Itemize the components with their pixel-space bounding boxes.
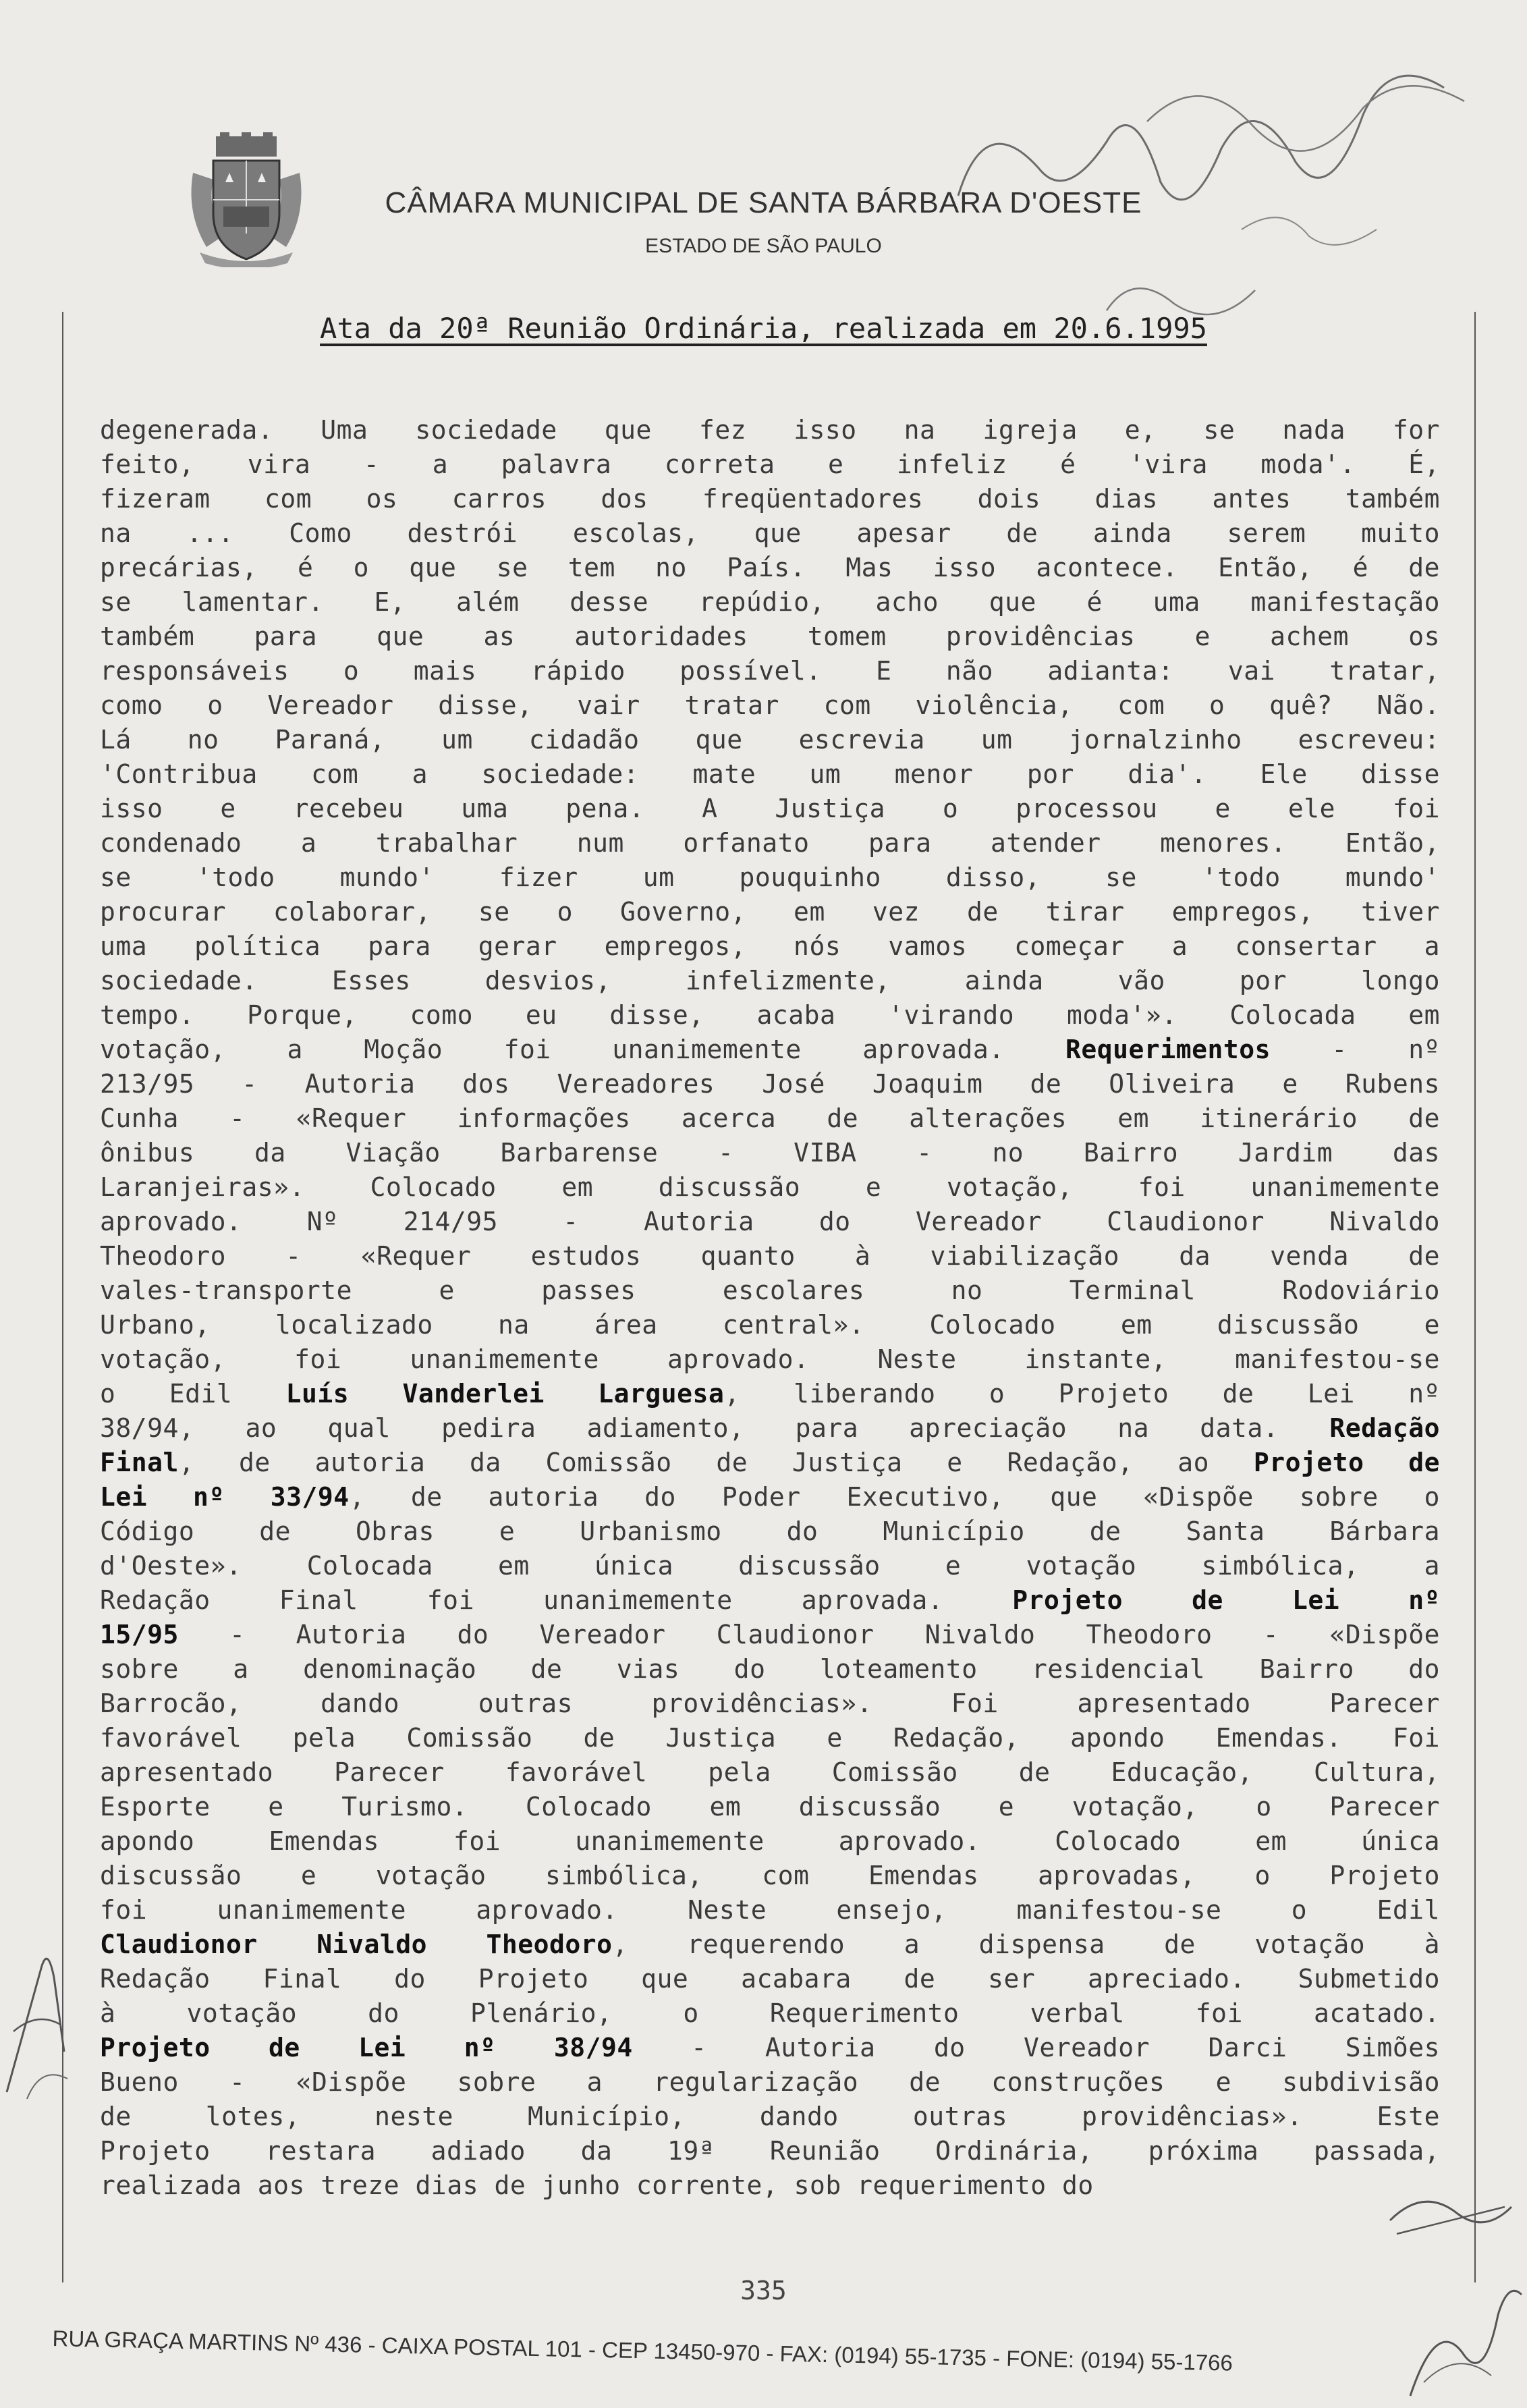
text-run: Redação Final foi unanimemente aprovada. [100,1585,1013,1615]
text-run: Redação Final do Projeto que acabara de ser apreciado. Submetido [100,1964,1440,1994]
text-run: responsáveis o mais rápido possível. E não adianta: vai tratar, [100,656,1440,686]
text-run: Projeto restara adiado da 19ª Reunião Ordinária, próxima passada, [100,2136,1440,2166]
text-line [100,929,1440,964]
text-run: Esporte e Turismo. Colocado em discussão e votação, o Parecer [100,1792,1440,1822]
right-margin-rule [1474,312,1476,2282]
text-line [100,1755,1440,1790]
text-run: Barrocão, dando outras providências». Foi apresentado Parecer [100,1689,1440,1718]
letterhead [0,0,1527,283]
bold-text-run: Projeto de Lei nº 38/94 [100,2033,633,2062]
text-line [100,1824,1440,1859]
text-line [100,447,1440,482]
text-line [100,964,1440,998]
page-number: 335 [740,2276,787,2305]
text-line [100,1962,1440,1996]
text-run: Urbano, localizado na área central». Colocado em discussão e [100,1310,1440,1340]
text-run: Theodoro - «Requer estudos quanto à viabilização da venda de [100,1241,1440,1271]
text-run: apresentado Parecer favorável pela Comissão de Educação, Cultura, [100,1757,1440,1787]
text-line [100,1859,1440,1893]
text-run: , liberando o Projeto de Lei nº [724,1379,1440,1408]
text-line [100,1687,1440,1721]
text-line [100,826,1440,860]
text-run: d'Oeste». Colocada em única discussão e votação simbólica, a [100,1551,1440,1581]
text-line [100,688,1440,723]
text-run: de lotes, neste Município, dando outras providências». Este [100,2102,1440,2131]
text-run: feito, vira - a palavra correta e infeliz é 'vira moda'. É, [100,449,1440,479]
text-run: uma política para gerar empregos, nós vamos começar a consertar a [100,931,1440,961]
text-line [100,1996,1440,2031]
bold-text-run: Final [100,1448,179,1477]
bold-text-run: Requerimentos [1065,1035,1271,1064]
text-run: precárias, é o que se tem no País. Mas isso acontece. Então, é de [100,553,1440,582]
text-run: , de autoria do Poder Executivo, que «Dispõe sobre o [349,1482,1440,1512]
text-line [100,1446,1440,1480]
text-run: à votação do Plenário, o Requerimento verbal foi acatado. [100,1998,1440,2028]
text-run: , requerendo a dispensa de votação à [612,1930,1440,1959]
bold-text-run: Projeto de Lei nº [1012,1585,1440,1615]
text-line [100,1721,1440,1755]
text-run: discussão e votação simbólica, com Emendas aprovadas, o Projeto [100,1861,1440,1890]
text-line [100,2168,1440,2203]
text-run: ônibus da Viação Barbarense - VIBA - no Bairro Jardim das [100,1138,1440,1168]
text-line [100,1514,1440,1549]
text-line [100,1136,1440,1170]
bold-text-run: Lei nº 33/94 [100,1482,350,1512]
text-line [100,1377,1440,1411]
text-run: votação, foi unanimemente aprovado. Neste instante, manifestou-se [100,1344,1440,1374]
text-run: vales-transporte e passes escolares no Terminal Rodoviário [100,1276,1440,1305]
text-run: 213/95 - Autoria dos Vereadores José Joaquim de Oliveira e Rubens [100,1069,1440,1099]
text-line [100,413,1440,447]
text-line [100,792,1440,826]
text-line [100,1549,1440,1583]
text-line [100,1893,1440,1927]
text-run: - Autoria do Vereador Darci Simões [632,2033,1440,2062]
text-run: aprovado. Nº 214/95 - Autoria do Vereador Claudionor Nivaldo [100,1207,1440,1236]
text-run: sociedade. Esses desvios, infelizmente, ainda vão por longo [100,966,1440,995]
text-line [100,1927,1440,1962]
text-line [100,516,1440,551]
text-run: como o Vereador disse, vair tratar com violência, com o quê? Não. [100,690,1440,720]
text-run: - nº [1270,1035,1440,1064]
text-run: o Edil [100,1379,286,1408]
text-run: fizeram com os carros dos freqüentadores dois dias antes também [100,484,1440,514]
text-line [100,1274,1440,1308]
text-run: se lamentar. E, além desse repúdio, acho que é uma manifestação [100,587,1440,617]
text-run: Laranjeiras». Colocado em discussão e votação, foi unanimemente [100,1172,1440,1202]
left-margin-rule [62,312,63,2282]
text-line [100,1170,1440,1205]
text-run: apondo Emendas foi unanimemente aprovado. Colocado em única [100,1826,1440,1856]
bold-text-run: Luís Vanderlei Larguesa [285,1379,725,1408]
bold-text-run: Redação [1329,1413,1440,1443]
text-run: favorável pela Comissão de Justiça e Redação, apondo Emendas. Foi [100,1723,1440,1753]
text-line [100,1205,1440,1239]
footer-address: RUA GRAÇA MARTINS Nº 436 - CAIXA POSTAL 101 - CEP 13450-970 - FAX: (0194) 55-1735 - FONE: (0194) 55-1766 [52,2326,1233,2376]
text-line [100,895,1440,929]
text-line [100,620,1440,654]
state-name: ESTADO DE SÃO PAULO [645,235,882,257]
text-run: sobre a denominação de vias do loteamento residencial Bairro do [100,1654,1440,1684]
text-line [100,1411,1440,1446]
text-line [100,2134,1440,2168]
session-title: Ata da 20ª Reunião Ordinária, realizada em 20.6.1995 [320,312,1207,345]
bold-text-run: Claudionor Nivaldo Theodoro [100,1930,613,1959]
text-run: tempo. Porque, como eu disse, acaba 'virando moda'». Colocada em [100,1000,1440,1030]
bold-text-run: Projeto de [1253,1448,1440,1477]
text-line [100,1618,1440,1652]
minutes-body-text [100,413,1440,2203]
text-line [100,1067,1440,1101]
text-run: realizada aos treze dias de junho corrente, sob requerimento do [100,2170,1094,2200]
bold-text-run: 15/95 [100,1620,179,1649]
text-line [100,1652,1440,1687]
text-line [100,723,1440,757]
text-run: votação, a Moção foi unanimemente aprovada. [100,1035,1066,1064]
text-run: Código de Obras e Urbanismo do Município de Santa Bárbara [100,1516,1440,1546]
text-run: Bueno - «Dispõe sobre a regularização de construções e subdivisão [100,2067,1440,2097]
text-line [100,482,1440,516]
text-line [100,998,1440,1033]
text-line [100,1101,1440,1136]
text-line [100,2031,1440,2065]
text-line [100,1239,1440,1274]
text-line [100,860,1440,895]
text-line [100,654,1440,688]
text-line [100,2065,1440,2100]
text-run: - Autoria do Vereador Claudionor Nivaldo Theodoro - «Dispõe [178,1620,1440,1649]
text-line [100,757,1440,792]
text-run: Cunha - «Requer informações acerca de alterações em itinerário de [100,1103,1440,1133]
text-run: 38/94, ao qual pedira adiamento, para apreciação na data. [100,1413,1330,1443]
text-line [100,1480,1440,1514]
text-line [100,551,1440,585]
text-run: se 'todo mundo' fizer um pouquinho disso, se 'todo mundo' [100,863,1440,892]
text-run: foi unanimemente aprovado. Neste ensejo, manifestou-se o Edil [100,1895,1440,1925]
text-line [100,1583,1440,1618]
text-line [100,1033,1440,1067]
text-line [100,1308,1440,1342]
text-line [100,585,1440,620]
text-run: 'Contribua com a sociedade: mate um menor por dia'. Ele disse [100,759,1440,789]
text-line [100,2100,1440,2134]
text-run: , de autoria da Comissão de Justiça e Redação, ao [178,1448,1254,1477]
text-run: procurar colaborar, se o Governo, em vez de tirar empregos, tiver [100,897,1440,927]
text-run: também para que as autoridades tomem providências e achem os [100,622,1440,651]
text-run: na ... Como destrói escolas, que apesar de ainda serem muito [100,518,1440,548]
chamber-name: CÂMARA MUNICIPAL DE SANTA BÁRBARA D'OESTE [385,186,1142,219]
text-run: isso e recebeu uma pena. A Justiça o processou e ele foi [100,794,1440,823]
text-line [100,1342,1440,1377]
text-run: degenerada. Uma sociedade que fez isso na igreja e, se nada for [100,415,1440,445]
text-run: condenado a trabalhar num orfanato para atender menores. Então, [100,828,1440,858]
text-line [100,1790,1440,1824]
text-run: Lá no Paraná, um cidadão que escrevia um jornalzinho escreveu: [100,725,1440,755]
